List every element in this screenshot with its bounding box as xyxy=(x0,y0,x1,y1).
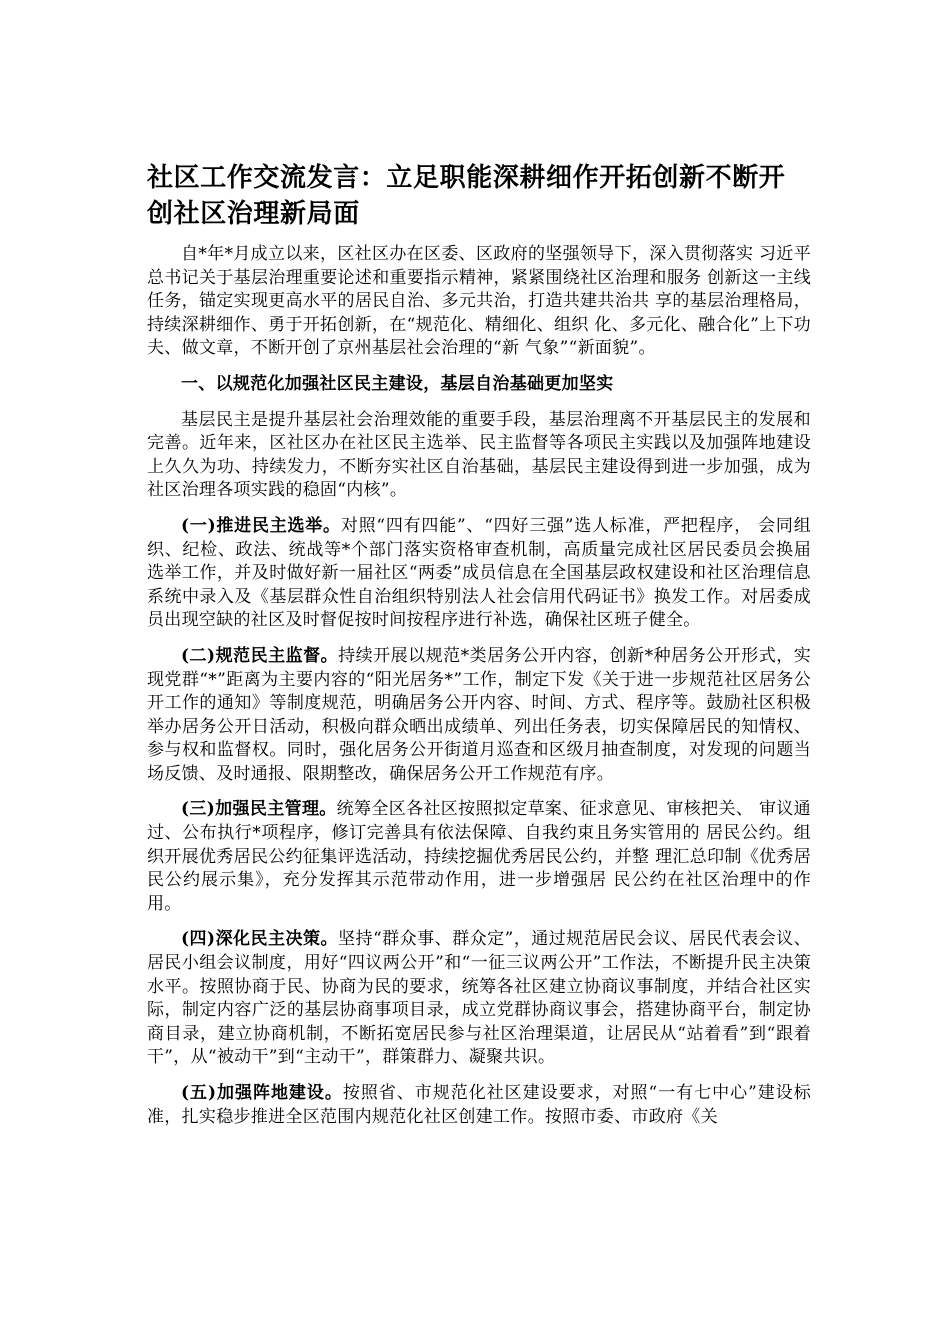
item-heading: (二)规范民主监督。 xyxy=(181,645,339,666)
item-heading: (一)推进民主选举。 xyxy=(181,515,341,536)
item-heading: (五)加强阵地建设。 xyxy=(181,1083,343,1103)
item-paragraph-4 xyxy=(147,928,811,1070)
section-heading: 一、以规范化加强社区民主建设，基层自治基础更加坚实 xyxy=(181,373,614,394)
item-paragraph-3 xyxy=(147,798,811,916)
item-heading: (四)深化民主决策。 xyxy=(181,929,339,950)
item-text: 对照“四有四能”、“四好三强”选人标准，严把程序， 会同组织、纪检、政法、统战等*个部门落实资格审查机制，高质量完成社区居民委员会换届选举工作，并及时做好新一届社区“两委”成员信息在全国基层政权建设和社区治理信息系统中录入及《基层群众性自治组织特别法人社会信用代码证书》换发工作。对居委成员出现空缺的社区及时督促按时间按程序进行补选，确保社区班子健全。 xyxy=(147,515,811,631)
item-text: 坚持“群众事、群众定”，通过规范居民会议、居民代表会议、居民小组会议制度，用好“四议两公开”和“一征三议两公开”工作法，不断提升民主决策水平。按照协商于民、协商为民的要求，统筹各社区建立协商议事制度，并结合社区实际，制定内容广泛的基层协商事项目录，成立党群协商议事会，搭建协商平台，制定协商目录，建立协商机制，不断拓宽居民参与社区治理渠道，让居民从“站着看”到“跟着干”，从“被动干”到“主动干”，群策群力、凝聚共识。 xyxy=(147,929,811,1068)
section-intro-paragraph: 基层民主是提升基层社会治理效能的重要手段，基层治理离不开基层民主的发展和完善。近年来，区社区办在社区民主选举、民主监督等各项民主实践以及加强阵地建设上久久为功、持续发力，不断夯实社区自治基础，基层民主建设得到进一步加强，成为社区治理各项实践的稳固“内核”。 xyxy=(147,409,811,501)
item-text: 按照省、市规范化社区建设要求，对照“一有七中心”建设标准，扎实稳步推进全区范围内规范化社区创建工作。按照市委、市政府《关 xyxy=(147,1083,811,1127)
item-heading: (三)加强民主管理。 xyxy=(181,799,337,820)
document-title: 社区工作交流发言：立足职能深耕细作开拓创新不断开创社区治理新局面 xyxy=(147,163,786,229)
document-body xyxy=(147,243,811,1129)
item-text: 统筹全区各社区按照拟定草案、征求意见、审核把关、 审议通过、公布执行*项程序，修订完善具有依法保障、自我约束且务实管用的 居民公约。组织开展优秀居民公约征集评选活动，持续挖掘优秀居民公约，并整 理汇总印制《优秀居民公约展示集》，充分发挥其示范带动作用，进一步增强居 民公约在社区治理中的作用。 xyxy=(147,799,811,914)
item-paragraph-5 xyxy=(147,1082,811,1129)
item-paragraph-1 xyxy=(147,515,811,633)
item-text: 持续开展以规范*类居务公开内容，创新*种居务公开形式，实现党群“*”距离为主要内容的“阳光居务*”工作，制定下发《关于进一步规范社区居务公开工作的通知》等制度规范，明确居务公开内容、时间、方式、程序等。鼓励社区积极举办居务公开日活动，积极向群众晒出成绩单、列出任务表，切实保障居民的知情权、参与权和监督权。同时，强化居务公开街道月巡查和区级月抽查制度，对发现的问题当场反馈、及时通报、限期整改，确保居务公开工作规范有序。 xyxy=(147,645,811,784)
item-paragraph-2 xyxy=(147,645,811,787)
intro-paragraph: 自*年*月成立以来，区社区办在区委、区政府的坚强领导下，深入贯彻落实 习近平总书记关于基层治理重要论述和重要指示精神，紧紧围绕社区治理和服务 创新这一主线任务，锚定实现更高水平的居民自治、多元共治，打造共建共治共 享的基层治理格局，持续深耕细作、勇于开拓创新，在“规范化、精细化、组织 化、多元化、融合化”上下功夫、做文章，不断开创了京州基层社会治理的“新 气象”“新面貌”。 xyxy=(147,244,811,359)
